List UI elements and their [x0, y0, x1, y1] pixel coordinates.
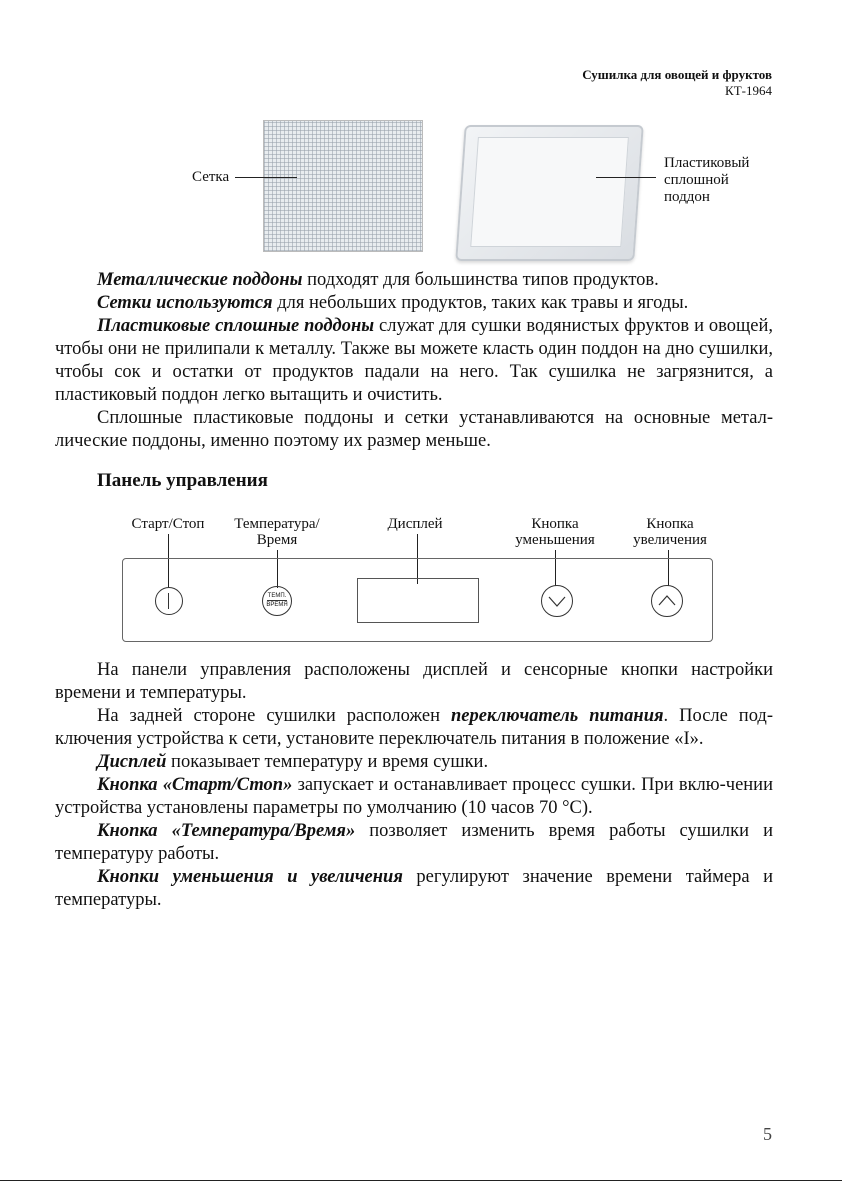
decrease-label-line-1: Кнопка [531, 516, 579, 532]
bold-term: Дисплей [97, 752, 167, 772]
paragraph-text: служат для сушки водянистых фруктов и овощей, чтобы они не прилипали к металлу. Также вы можете класть один поддон на дно сушилки, чтобы сок и остатки от продуктов падали на него. Так сушилка не загрязнится, а пластиковый поддон легко вытащить и очистить. [55, 316, 773, 405]
paragraph [55, 820, 773, 866]
bold-term: переключатель питания [450, 706, 664, 726]
tray-label-line-2: сплошной [664, 172, 729, 188]
paragraph [55, 269, 773, 292]
start-stop-label: Старт/Стоп [131, 516, 205, 532]
mesh-image [263, 120, 423, 252]
paragraph-text: регулируют значение времени таймера и температуры. [55, 867, 774, 910]
display-label: Дисплей [387, 516, 443, 532]
paragraph-text: На панели управления расположены дисплей и сенсорные кнопки настройки времени и температуры. [55, 660, 773, 703]
display-screen [357, 578, 479, 623]
section-title: Панель управления [97, 470, 268, 491]
paragraph [55, 866, 773, 912]
paragraph-text: . После под-ключения устройства к сети, установите переключатель питания в положение «I». [55, 706, 773, 749]
temp-time-label-line-2: Время [256, 532, 298, 548]
temp-time-label-line-1: Температура/ [234, 516, 320, 532]
decrease-button[interactable] [541, 585, 573, 617]
bold-term: Кнопка «Старт/Стоп» [97, 775, 293, 795]
bold-term: Сетки используются [97, 293, 273, 313]
paragraph-text: Сплошные пластиковые поддоны и сетки устанавливаются на основные метал-лические поддоны, именно поэтому их размер меньше. [55, 408, 773, 451]
tray-label-line-3: поддон [664, 189, 710, 205]
increase-button[interactable] [651, 585, 683, 617]
paragraph [55, 292, 773, 315]
paragraph [55, 705, 773, 751]
temp-time-label [222, 516, 332, 548]
paragraph-text: показывает температуру и время сушки. [166, 752, 489, 772]
paragraph-text: На задней стороне сушилки расположен [97, 706, 451, 726]
increase-label [615, 516, 725, 548]
power-icon [168, 593, 169, 609]
paragraph [55, 751, 773, 774]
plastic-tray-image [455, 125, 644, 261]
decrease-label-line-2: уменьшения [515, 532, 595, 548]
paragraph-text: подходят для большинства типов продуктов. [302, 270, 659, 290]
chevron-up-icon [652, 586, 682, 616]
panel-description [55, 659, 773, 912]
paragraph [55, 774, 773, 820]
time-button-text: ВРЕМЯ [266, 602, 288, 608]
tray-label [664, 155, 749, 206]
tray-label-line-1: Пластиковый [664, 155, 750, 171]
mesh-label: Сетка [192, 169, 230, 185]
paragraph [55, 407, 773, 453]
start-stop-button[interactable] [155, 587, 183, 615]
paragraph-text: для небольших продуктов, таких как травы и ягоды. [272, 293, 689, 313]
mesh-leader-line [235, 177, 297, 178]
paragraph-text: запускает и останавливает процесс сушки. При вклю-чении устройства установлены параметры по умолчанию (10 часов 70 °С). [55, 775, 773, 818]
header-model: КТ-1964 [725, 83, 772, 98]
increase-label-line-2: увеличения [633, 532, 707, 548]
chevron-down-icon [542, 586, 572, 616]
bold-term: Кнопки уменьшения и увеличения [97, 867, 403, 887]
bold-term: Пластиковые сплошные поддоны [97, 316, 375, 336]
temp-button-text: ТЕМП. [267, 593, 287, 599]
paragraph [55, 659, 773, 705]
page-number: 5 [763, 1124, 772, 1144]
paragraph [55, 315, 773, 407]
temp-time-button[interactable] [262, 586, 292, 616]
footer-rule [0, 1180, 842, 1181]
header-title: Сушилка для овощей и фруктов [582, 67, 772, 82]
bold-term: Металлические поддоны [97, 270, 303, 290]
tray-leader-line [596, 177, 656, 178]
paragraph-text: позволяет изменить время работы сушилки и температуру работы. [55, 821, 773, 864]
tray-description [55, 269, 773, 453]
decrease-label [500, 516, 610, 548]
bold-term: Кнопка «Температура/Время» [97, 821, 356, 841]
increase-label-line-1: Кнопка [646, 516, 694, 532]
